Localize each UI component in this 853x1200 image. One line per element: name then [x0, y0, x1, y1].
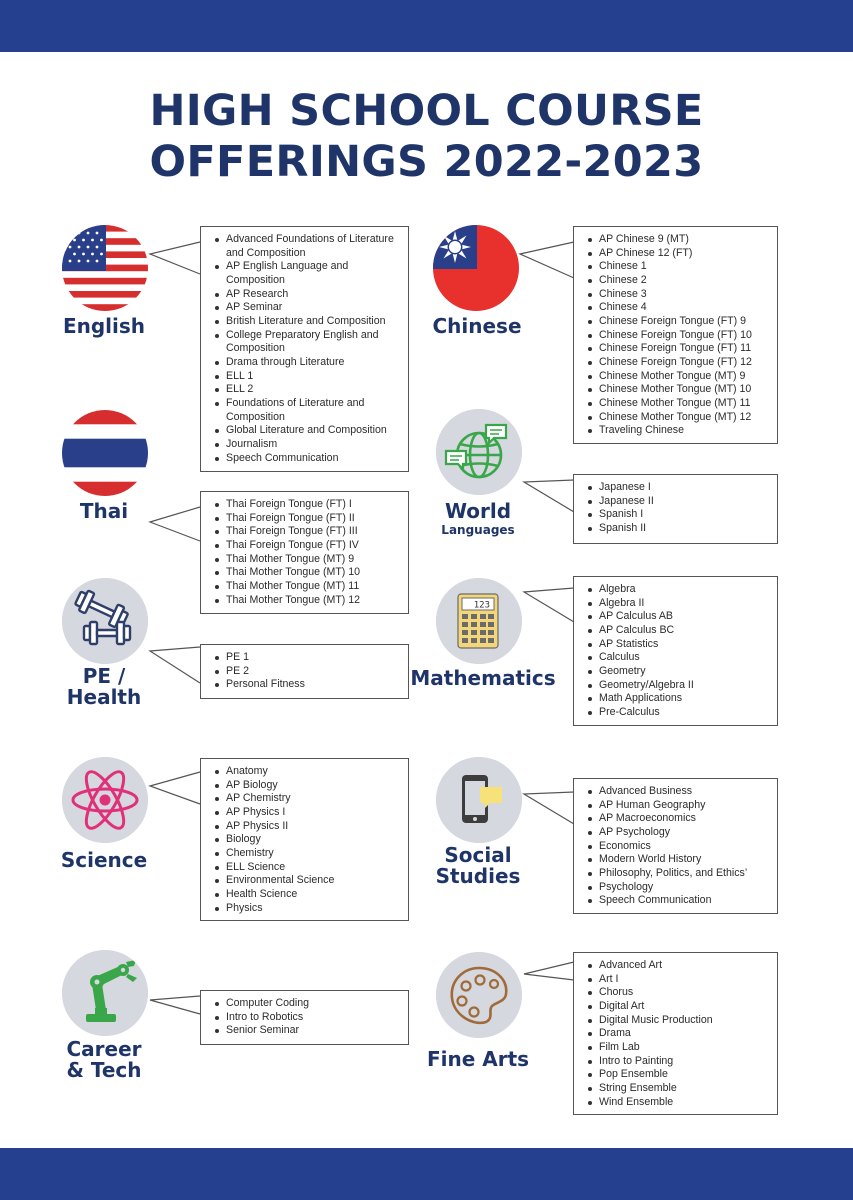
fine-arts-label: Fine Arts [426, 1047, 530, 1071]
course-item: Global Literature and Composition [213, 424, 402, 438]
course-item: Spanish I [586, 508, 771, 522]
course-item: Thai Foreign Tongue (FT) IV [213, 539, 402, 553]
chinese-label: Chinese [432, 314, 522, 338]
mathematics-callout-tail [522, 586, 576, 628]
calculator-icon [436, 578, 522, 664]
course-item: Chinese Foreign Tongue (FT) 11 [586, 342, 771, 356]
course-item: College Preparatory English and Composition [213, 329, 402, 356]
mathematics-course-list [574, 577, 777, 725]
course-item: Chinese Mother Tongue (MT) 11 [586, 397, 771, 411]
course-item: Thai Mother Tongue (MT) 9 [213, 553, 402, 567]
science-callout-tail [148, 770, 202, 810]
fine-arts-callout-tail [522, 960, 576, 986]
career-tech-label-line-2: & Tech [66, 1058, 142, 1082]
smartphone-chat-icon [436, 757, 522, 843]
course-item: AP Chinese 9 (MT) [586, 233, 771, 247]
course-item: Chinese 1 [586, 260, 771, 274]
course-item: Anatomy [213, 765, 402, 779]
english-label: English [62, 314, 146, 338]
chinese-callout-tail [518, 240, 576, 284]
pe-health-course-list [201, 645, 408, 697]
course-item: Environmental Science [213, 874, 402, 888]
course-item: Calculus [586, 651, 771, 665]
english-callout-tail [148, 240, 202, 280]
course-item: Biology [213, 833, 402, 847]
page-title [0, 86, 853, 188]
course-item: Pop Ensemble [586, 1068, 771, 1082]
english-course-box [200, 226, 409, 472]
chinese-course-box [573, 226, 778, 444]
course-item: Chinese 2 [586, 274, 771, 288]
course-item: Geometry [586, 665, 771, 679]
course-item: Chinese 4 [586, 301, 771, 315]
course-item: AP Psychology [586, 826, 771, 840]
course-item: ELL Science [213, 861, 402, 875]
course-item: Algebra [586, 583, 771, 597]
course-item: AP Physics I [213, 806, 402, 820]
social-studies-label [414, 845, 542, 887]
course-item: AP Physics II [213, 820, 402, 834]
course-item: Wind Ensemble [586, 1096, 771, 1110]
course-item: Geometry/Algebra II [586, 679, 771, 693]
social-studies-course-list [574, 779, 777, 913]
course-item: Physics [213, 902, 402, 916]
course-item: Algebra II [586, 597, 771, 611]
social-studies-course-box [573, 778, 778, 914]
career-tech-course-list [201, 991, 408, 1043]
course-item: Drama [586, 1027, 771, 1041]
course-item: ELL 1 [213, 370, 402, 384]
course-item: Math Applications [586, 692, 771, 706]
course-item: Digital Art [586, 1000, 771, 1014]
social-studies-label-line-1: Social [444, 843, 512, 867]
robot-arm-icon [62, 950, 148, 1036]
course-item: Digital Music Production [586, 1014, 771, 1028]
world-languages-sublabel: Languages [441, 523, 515, 537]
course-item: Japanese II [586, 495, 771, 509]
course-item: Advanced Art [586, 959, 771, 973]
course-item: AP Biology [213, 779, 402, 793]
course-item: Advanced Business [586, 785, 771, 799]
course-item: AP Macroeconomics [586, 812, 771, 826]
course-item: Thai Foreign Tongue (FT) II [213, 512, 402, 526]
course-item: AP Calculus AB [586, 610, 771, 624]
pe-health-label-line-2: Health [66, 685, 142, 709]
course-item: Traveling Chinese [586, 424, 771, 438]
course-item: Thai Mother Tongue (MT) 10 [213, 566, 402, 580]
course-item: Film Lab [586, 1041, 771, 1055]
science-label: Science [60, 848, 148, 872]
paint-palette-icon [436, 952, 522, 1038]
career-tech-label-line-1: Career [66, 1037, 142, 1061]
thai-course-box [200, 491, 409, 614]
social-studies-callout-tail [522, 790, 576, 830]
course-item: Advanced Foundations of Literature and Composition [213, 233, 402, 260]
course-item: AP Human Geography [586, 799, 771, 813]
course-item: Personal Fitness [213, 678, 402, 692]
course-item: AP Chinese 12 (FT) [586, 247, 771, 261]
page-title-line-2: OFFERINGS 2022-2023 [149, 137, 704, 187]
course-item: Chorus [586, 986, 771, 1000]
thai-callout-tail [148, 505, 202, 547]
course-item: Thai Mother Tongue (MT) 11 [213, 580, 402, 594]
course-item: Spanish II [586, 522, 771, 536]
pe-health-label-line-1: PE / [82, 664, 126, 688]
world-languages-course-list [574, 475, 777, 541]
science-course-box [200, 758, 409, 921]
fine-arts-course-list [574, 953, 777, 1114]
english-course-list [201, 227, 408, 470]
course-item: Chinese Foreign Tongue (FT) 10 [586, 329, 771, 343]
course-item: Foundations of Literature and Composition [213, 397, 402, 424]
course-item: PE 1 [213, 651, 402, 665]
course-item: Chemistry [213, 847, 402, 861]
page-title-line-1: HIGH SCHOOL COURSE [149, 86, 704, 136]
course-item: AP Seminar [213, 301, 402, 315]
world-languages-callout-tail [522, 478, 576, 518]
course-item: AP Research [213, 288, 402, 302]
course-item: Thai Foreign Tongue (FT) I [213, 498, 402, 512]
world-languages-course-box [573, 474, 778, 544]
calculator-display-text: 123 [473, 600, 490, 611]
course-item: AP Calculus BC [586, 624, 771, 638]
course-item: Chinese Mother Tongue (MT) 9 [586, 370, 771, 384]
course-item: Chinese Mother Tongue (MT) 12 [586, 411, 771, 425]
course-item: Modern World History [586, 853, 771, 867]
course-item: Intro to Robotics [213, 1011, 402, 1025]
course-item: String Ensemble [586, 1082, 771, 1096]
course-item: Drama through Literature [213, 356, 402, 370]
course-item: AP Chemistry [213, 792, 402, 806]
bottom-band [0, 1148, 853, 1200]
career-tech-callout-tail [148, 994, 202, 1020]
course-item: AP English Language and Composition [213, 260, 402, 287]
course-item: Thai Foreign Tongue (FT) III [213, 525, 402, 539]
course-item: Journalism [213, 438, 402, 452]
us-flag-icon [62, 225, 148, 311]
thai-course-list [201, 492, 408, 612]
course-item: Psychology [586, 881, 771, 895]
science-course-list [201, 759, 408, 920]
course-item: Art I [586, 973, 771, 987]
social-studies-label-line-2: Studies [435, 864, 521, 888]
course-item: Japanese I [586, 481, 771, 495]
thai-flag-icon [62, 410, 148, 496]
chinese-course-list [574, 227, 777, 443]
career-tech-label [40, 1039, 168, 1081]
course-item: Senior Seminar [213, 1024, 402, 1038]
dumbbell-icon [62, 578, 148, 664]
taiwan-flag-icon [433, 225, 519, 311]
world-languages-label-main: World [444, 499, 512, 523]
course-item: Chinese 3 [586, 288, 771, 302]
fine-arts-course-box [573, 952, 778, 1115]
globe-chat-icon [436, 409, 522, 495]
course-item: Pre-Calculus [586, 706, 771, 720]
course-item: Thai Mother Tongue (MT) 12 [213, 594, 402, 608]
atom-icon [62, 757, 148, 843]
course-item: Philosophy, Politics, and Ethics’ [586, 867, 771, 881]
career-tech-course-box [200, 990, 409, 1045]
course-item: British Literature and Composition [213, 315, 402, 329]
course-item: Computer Coding [213, 997, 402, 1011]
course-item: Speech Communication [586, 894, 771, 908]
top-band [0, 0, 853, 52]
course-item: ELL 2 [213, 383, 402, 397]
mathematics-label: Mathematics [410, 666, 556, 690]
course-item: Economics [586, 840, 771, 854]
pe-health-course-box [200, 644, 409, 699]
course-item: Chinese Foreign Tongue (FT) 9 [586, 315, 771, 329]
course-item: AP Statistics [586, 638, 771, 652]
course-item: Chinese Mother Tongue (MT) 10 [586, 383, 771, 397]
mathematics-course-box [573, 576, 778, 726]
course-item: Intro to Painting [586, 1055, 771, 1069]
pe-health-callout-tail [148, 645, 202, 689]
course-item: PE 2 [213, 665, 402, 679]
course-item: Speech Communication [213, 452, 402, 466]
thai-label: Thai [79, 499, 129, 523]
course-item: Health Science [213, 888, 402, 902]
course-item: Chinese Foreign Tongue (FT) 12 [586, 356, 771, 370]
